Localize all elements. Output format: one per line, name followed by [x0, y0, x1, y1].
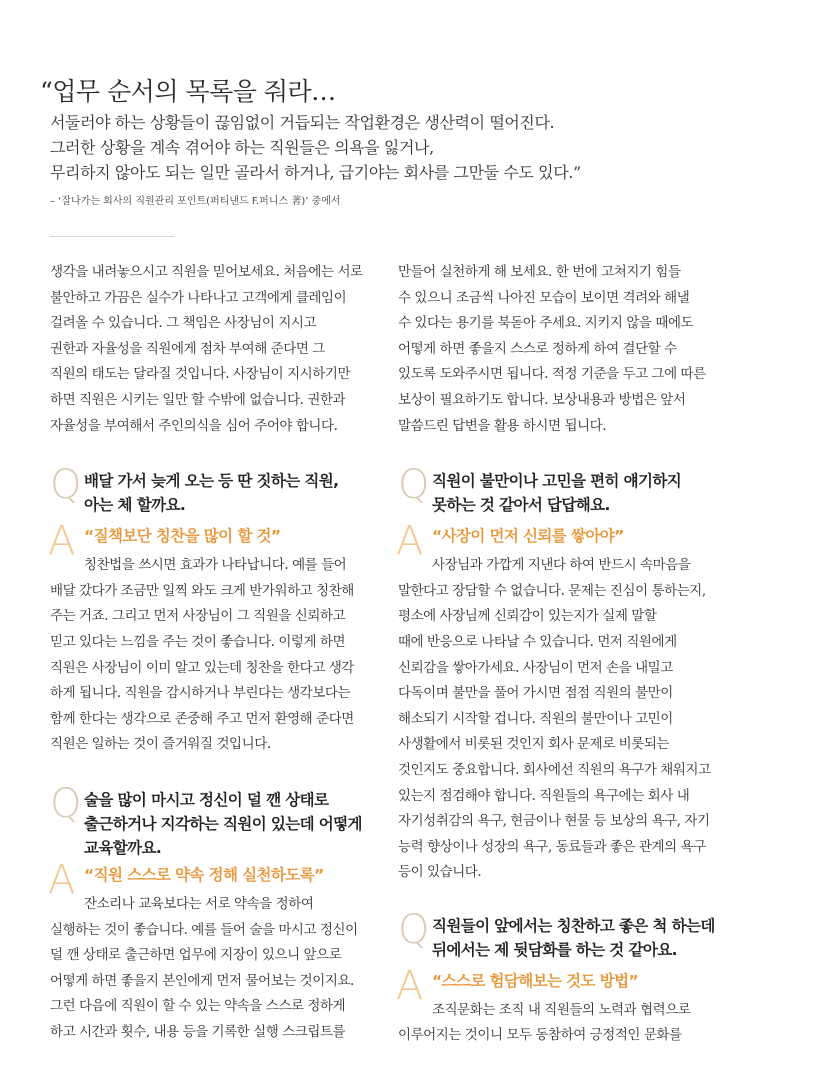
text-line: 직원은 사장님이 이미 알고 있는데 칭찬을 한다고 생각 — [50, 659, 354, 676]
answer-title: “질책보단 칭찬을 많이 할 것” — [84, 527, 281, 546]
text-line: 하게 됩니다. 직원을 감시하거나 부린다는 생각보다는 — [50, 685, 351, 702]
answer-heading — [48, 518, 390, 565]
answer-heading — [396, 962, 728, 1009]
text-line: 주는 거죠. 그리고 먼저 사장님이 그 직원을 신뢰하고 — [50, 608, 346, 625]
text-line: 실행하는 것이 좋습니다. 예를 들어 술을 마시고 정신이 — [50, 921, 358, 938]
q-letter: Q — [50, 462, 82, 509]
question — [50, 462, 390, 521]
text-line: 보상이 필요하기도 합니다. 보상내용과 방법은 앞서 — [398, 391, 686, 408]
text-line: 어떻게 하면 좋을지 본인에게 먼저 물어보는 것이지요. — [50, 972, 354, 989]
text-line: 조직문화는 조직 내 직원들의 노력과 협력으로 — [432, 1001, 691, 1018]
q-letter: Q — [50, 780, 82, 827]
text-line: 사장님과 가깝게 지낸다 하여 반드시 속마음을 — [432, 557, 691, 574]
text-line: 있도록 도와주시면 됩니다. 적정 기준을 두고 그에 따른 — [398, 366, 706, 383]
question-line: 아는 체 할까요. — [84, 496, 186, 515]
answer-title: “스스로 험담해보는 것도 방법” — [432, 971, 639, 990]
text-line: 있는지 점검해야 합니다. 직원들의 욕구에는 회사 내 — [398, 787, 690, 804]
question — [398, 906, 728, 966]
answer-title: “직원 스스로 약속 정해 실천하도록” — [84, 865, 324, 884]
question-line: 배달 가서 늦게 오는 등 딴 짓하는 직원, — [84, 472, 339, 491]
quote-line: 그러한 상황을 계속 겪어야 하는 직원들은 의욕을 잃거나, — [50, 138, 434, 157]
quote-line: 무리하지 않아도 되는 일만 골라서 하거나, 급기야는 회사를 그만둘 수도 있다.” — [50, 163, 581, 182]
q-letter: Q — [398, 906, 430, 953]
question-text — [84, 469, 390, 517]
text-line: 때에 반응으로 나타날 수 있습니다. 먼저 직원에게 — [398, 633, 677, 650]
text-line: 배달 갔다가 조금만 일찍 와도 크게 반가워하고 칭찬해 — [50, 582, 354, 599]
q-letter: Q — [398, 462, 430, 509]
question-text — [84, 788, 390, 860]
qa-block-delivery — [48, 462, 390, 758]
text-line: 사생활에서 비롯된 것인지 회사 문제로 비롯되는 — [398, 736, 670, 753]
quote-source: – ‘잘나가는 회사의 직원관리 포인트(퍼티낸드 F.퍼니스 著)’ 중에서 — [50, 196, 341, 207]
question-line: 출근하거나 지각하는 직원이 있는데 어떻게 — [84, 814, 362, 833]
text-line: 말한다고 장담할 수 없습니다. 문제는 진심이 통하는지, — [398, 582, 706, 599]
answer-body — [50, 892, 390, 1046]
text-line: 등이 있습니다. — [398, 864, 482, 881]
text-line: 직원의 태도는 달라질 것입니다. 사장님이 지시하기만 — [50, 366, 351, 383]
question-line: 교육할까요. — [84, 838, 162, 857]
a-letter: A — [48, 518, 76, 565]
right-column — [398, 260, 728, 1049]
left-intro-paragraph — [50, 260, 390, 439]
qa-block-gossip — [396, 906, 728, 1049]
text-line: 다독이며 불만을 풀어 가시면 점점 직원의 불만이 — [398, 685, 673, 702]
text-line: 권한과 자율성을 직원에게 점차 부여해 준다면 그 — [50, 340, 325, 357]
answer-title: “사장이 먼저 신뢰를 쌓아야” — [432, 527, 624, 546]
text-line: 어떻게 하면 좋을지 스스로 정하게 하여 결단할 수 — [398, 340, 677, 357]
right-intro-paragraph — [398, 260, 728, 439]
question-line: 직원이 불만이나 고민을 편히 얘기하지 — [432, 472, 682, 491]
question-line: 술을 많이 마시고 정신이 덜 깬 상태로 — [84, 790, 329, 809]
text-line: 자율성을 부여해서 주인의식을 심어 주어야 합니다. — [50, 417, 338, 434]
text-line: 것인지도 중요합니다. 회사에선 직원의 욕구가 채워지고 — [398, 761, 711, 778]
text-line: 수 있다는 용기를 북돋아 주세요. 지키지 않을 때에도 — [398, 315, 694, 332]
quote-body — [50, 110, 790, 185]
text-line: 하면 직원은 시키는 일만 할 수밖에 없습니다. 권한과 — [50, 391, 346, 408]
text-line: 해소되기 시작할 겁니다. 직원의 불만이나 고민이 — [398, 710, 673, 727]
text-line: 믿고 있다는 느낌을 주는 것이 좋습니다. 이렇게 하면 — [50, 633, 346, 650]
a-letter: A — [396, 962, 424, 1009]
answer-body — [398, 998, 728, 1049]
text-line: 수 있으니 조금씩 나아진 모습이 보이면 격려와 해낼 — [398, 289, 690, 306]
answer-body — [50, 553, 390, 758]
text-line: 말씀드린 답변을 활용 하시면 됩니다. — [398, 417, 607, 434]
text-line: 능력 향상이나 성장의 욕구, 동료들과 좋은 관계의 욕구 — [398, 838, 706, 855]
question-text — [432, 914, 728, 962]
answer-body — [398, 553, 728, 886]
question-line: 못하는 것 같아서 답답해요. — [432, 496, 610, 515]
question-line: 직원들이 앞에서는 칭찬하고 좋은 척 하는데 — [432, 916, 715, 935]
a-letter: A — [48, 856, 76, 903]
text-line: 덜 깬 상태로 출근하면 업무에 지장이 있으니 앞으로 — [50, 947, 342, 964]
text-line: 걸려올 수 있습니다. 그 책임은 사장님이 지시고 — [50, 315, 317, 332]
answer-heading — [48, 856, 390, 903]
text-line: 평소에 사장님께 신뢰감이 있는지가 실제 말할 — [398, 608, 657, 625]
quote-title: “업무 순서의 목록을 줘라… — [40, 77, 336, 106]
text-line: 이루어지는 것이니 모두 동참하여 긍정적인 문화를 — [398, 1027, 682, 1044]
question-text — [432, 469, 728, 517]
text-line: 생각을 내려놓으시고 직원을 믿어보세요. 처음에는 서로 — [50, 264, 363, 280]
text-line: 만들어 실천하게 해 보세요. 한 번에 고쳐지기 힘들 — [398, 264, 681, 280]
text-line: 불안하고 가끔은 실수가 나타나고 고객에게 클레임이 — [50, 289, 347, 306]
text-line: 신뢰감을 쌓아가세요. 사장님이 먼저 손을 내밀고 — [398, 659, 673, 676]
left-column — [50, 260, 390, 1045]
quote-line: 서둘러야 하는 상황들이 끊임없이 거듭되는 작업환경은 생산력이 떨어진다. — [50, 113, 555, 132]
qa-block-complaints — [396, 462, 728, 886]
text-line: 직원은 일하는 것이 즐거워질 것입니다. — [50, 736, 271, 753]
text-line: 하고 시간과 횟수, 내용 등을 기록한 실행 스크립트를 — [50, 1023, 346, 1040]
text-line: 그런 다음에 직원이 할 수 있는 약속을 스스로 정하게 — [50, 998, 346, 1015]
qa-block-drinking — [48, 780, 390, 1046]
question-line: 뒤에서는 제 뒷담화를 하는 것 같아요. — [432, 940, 677, 959]
text-line: 칭찬법을 쓰시면 효과가 나타납니다. 예를 들어 — [84, 557, 347, 574]
answer-heading — [396, 518, 728, 565]
text-line: 자기성취감의 욕구, 현금이나 현물 등 보상의 욕구, 자기 — [398, 813, 710, 830]
question — [398, 462, 728, 521]
text-line: 함께 한다는 생각으로 존중해 주고 먼저 환영해 준다면 — [50, 710, 354, 727]
text-line: 잔소리나 교육보다는 서로 약속을 정하여 — [84, 895, 314, 912]
divider — [50, 236, 174, 237]
a-letter: A — [396, 518, 424, 565]
question — [50, 780, 390, 860]
